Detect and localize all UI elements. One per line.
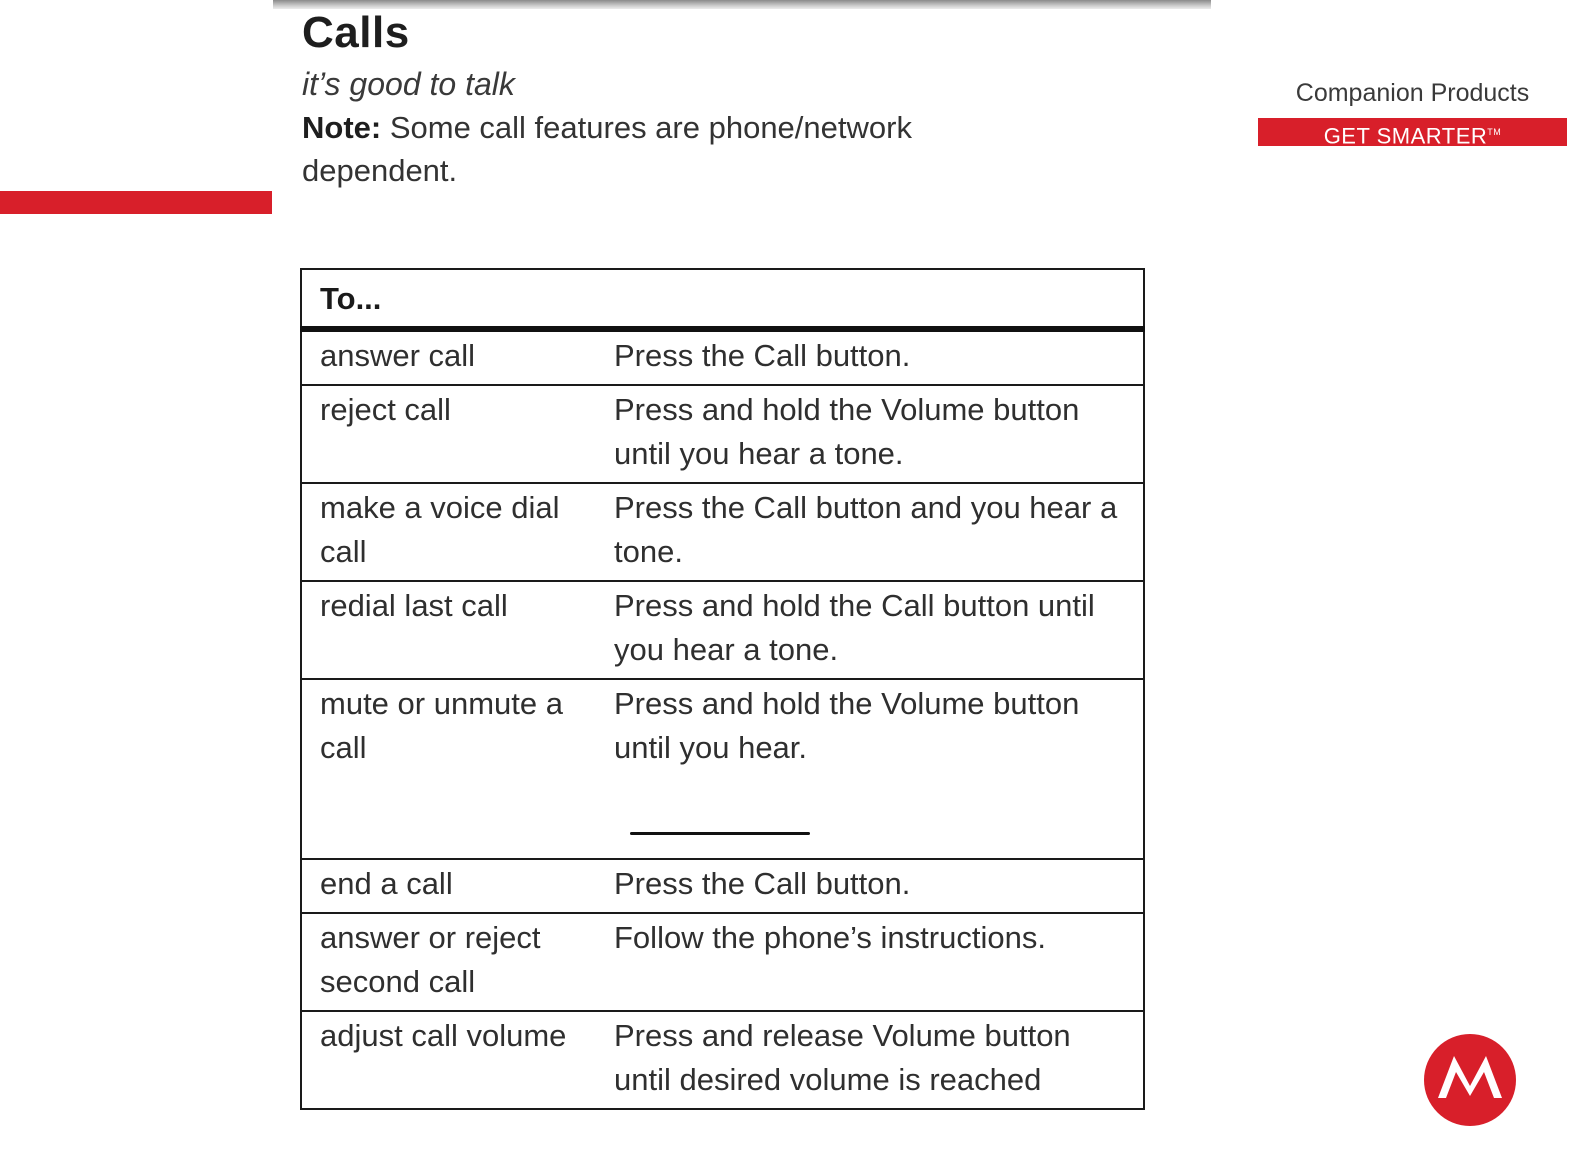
table-row: [301, 581, 1144, 679]
row-description: Press and hold the Volume button until you hear.: [596, 679, 1144, 859]
scan-artifact-line: [630, 832, 810, 835]
brand-block: [1258, 76, 1567, 149]
left-accent-bar: [0, 191, 272, 214]
row-action: mute or unmute a call: [301, 679, 596, 859]
tagline-text: GET SMARTER: [1323, 123, 1488, 149]
table-row: [301, 329, 1144, 385]
note-text: Some call features are phone/network dependent.: [302, 110, 912, 188]
section-label: Companion Products: [1295, 79, 1530, 107]
row-description: Press and hold the Call button until you hear a tone.: [596, 581, 1144, 679]
row-action: make a voice dial call: [301, 483, 596, 581]
table-row: [301, 483, 1144, 581]
table-row: [301, 1011, 1144, 1109]
row-description: Press and hold the Volume button until you hear a tone.: [596, 385, 1144, 483]
row-description: Press and release Volume button until desired volume is reached: [596, 1011, 1144, 1109]
row-action: answer call: [301, 329, 596, 385]
row-action: end a call: [301, 859, 596, 913]
row-description: Press the Call button.: [596, 859, 1144, 913]
row-action: adjust call volume: [301, 1011, 596, 1109]
note-paragraph: [302, 106, 1002, 192]
row-description: Press the Call button.: [596, 329, 1144, 385]
row-action: answer or reject second call: [301, 913, 596, 1011]
page-subtitle: it’s good to talk: [302, 66, 515, 102]
row-description: Follow the phone’s instructions.: [596, 913, 1144, 1011]
page-title: Calls: [302, 8, 410, 57]
table-row: [301, 385, 1144, 483]
table-row: [301, 859, 1144, 913]
row-description: Press the Call button and you hear a tone.: [596, 483, 1144, 581]
trademark-mark: TM: [1487, 127, 1502, 137]
row-action: redial last call: [301, 581, 596, 679]
table-header: To...: [301, 269, 1144, 329]
table-row: [301, 913, 1144, 1011]
calls-table: [300, 268, 1145, 1110]
row-action: reject call: [301, 385, 596, 483]
table-header-row: [301, 269, 1144, 329]
tagline-bar: [1258, 118, 1567, 149]
note-label: Note:: [302, 110, 382, 145]
motorola-logo-icon: [1424, 1034, 1516, 1126]
top-rule: [273, 0, 1211, 9]
